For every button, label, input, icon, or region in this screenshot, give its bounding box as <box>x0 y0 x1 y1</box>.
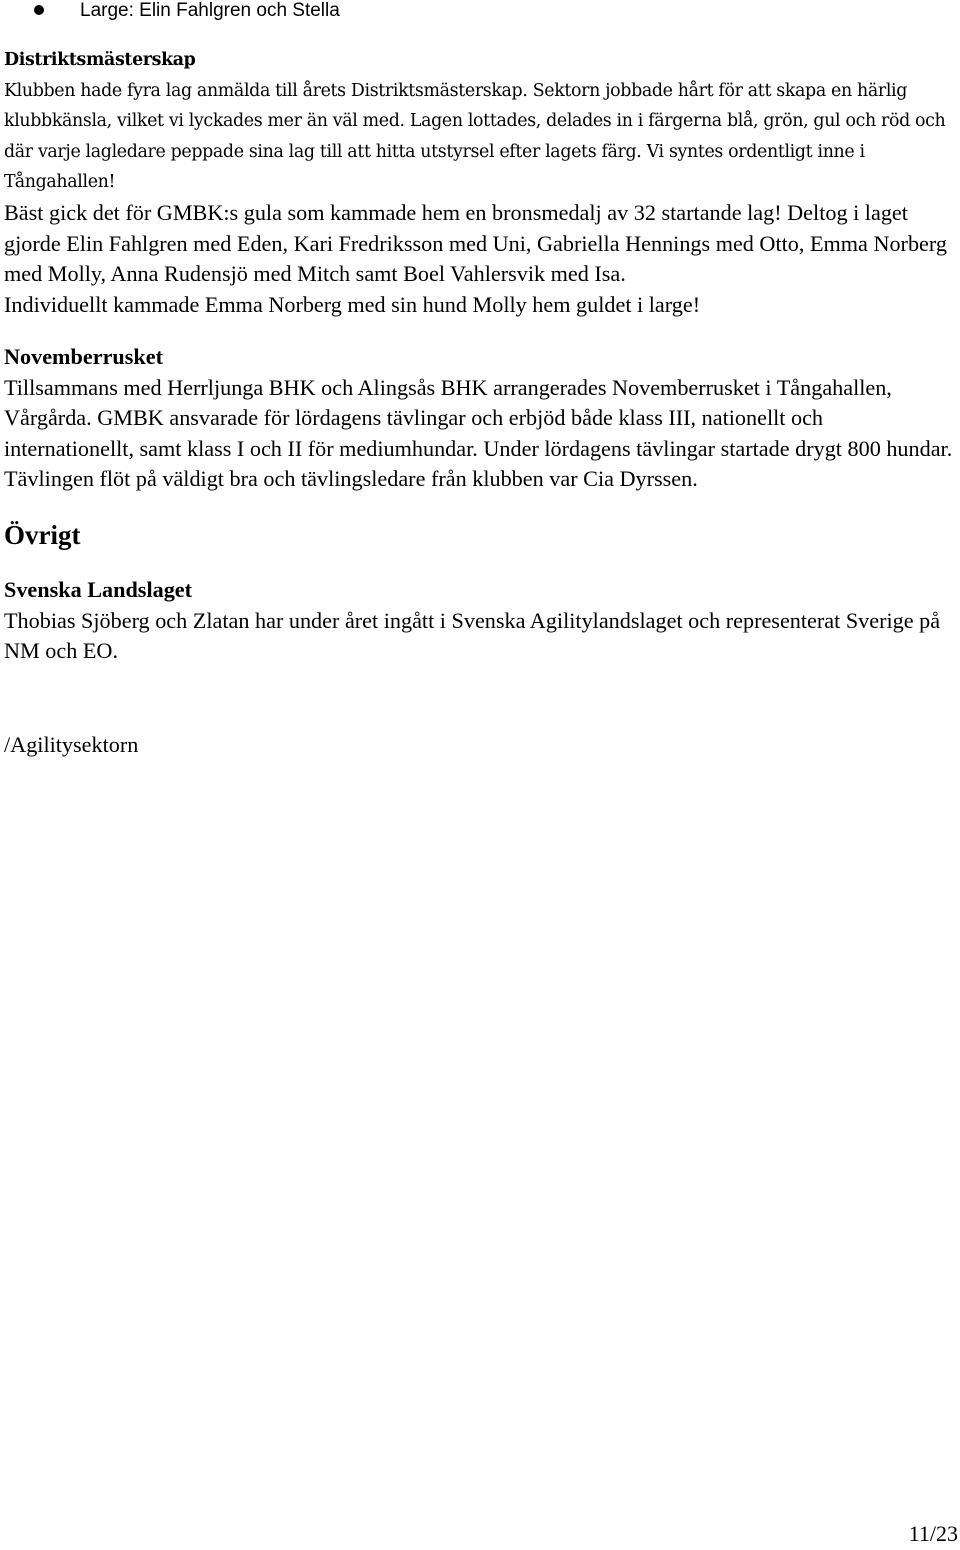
section-heading-november: Novemberrusket <box>4 344 163 369</box>
page-number: 11/23 <box>908 1521 958 1546</box>
distrikt-paragraph-2: Bäst gick det för GMBK:s gula som kammade hem en bronsmedalj av 32 startande lag! Deltog i laget gjorde Elin Fahlgren med Eden, Kari Fredriksson med Uni, Gabriella Hennings med Otto, Emma Norberg med Molly, Anna Rudensjö med Mitch samt Boel Vahlersvik med Isa. <box>4 200 947 287</box>
section-heading-ovrigt: Övrigt <box>4 520 81 550</box>
list-item-text: Large: Elin Fahlgren och Stella <box>80 0 340 21</box>
november-section <box>4 342 958 495</box>
landslaget-paragraph: Thobias Sjöberg och Zlatan har under året ingått i Svenska Agilitylandslaget och representerat Sverige på NM och EO. <box>4 607 941 664</box>
landslaget-section <box>4 575 958 667</box>
distrikt-paragraph-3: Individuellt kammade Emma Norberg med sin hund Molly hem guldet i large! <box>4 291 701 317</box>
distrikt-section <box>4 45 956 198</box>
section-heading-distrikt: Distriktsmästerskap <box>4 50 196 70</box>
bullet-icon <box>34 5 44 15</box>
november-paragraph: Tillsammans med Herrljunga BHK och Alingsås BHK arrangerades Novemberrusket i Tångahallen, Vårgårda. GMBK ansvarade för lördagens tävlingar och erbjöd både klass III, nationellt och internationellt, samt klass I och II för mediumhundar. Under lördagens tävlingar startade drygt 800 hundar. Tävlingen flöt på väldigt bra och tävlingsledare från klubben var Cia Dyrssen. <box>4 374 953 492</box>
distrikt-results <box>4 198 958 320</box>
section-heading-landslaget: Svenska Landslaget <box>4 577 193 602</box>
signature: /Agilitysektorn <box>4 732 139 757</box>
distrikt-paragraph: Klubben hade fyra lag anmälda till årets Distriktsmästerskap. Sektorn jobbade hårt för att skapa en härlig klubbkänsla, vilket vi lyckades mer än väl med. Lagen lottades, delades in i färgerna blå, grön, gul och röd och där varje lagledare peppade sina lag till att hitta utstyrsel efter lagets färg. Vi syntes ordentligt inne i Tångahallen! <box>4 80 946 192</box>
